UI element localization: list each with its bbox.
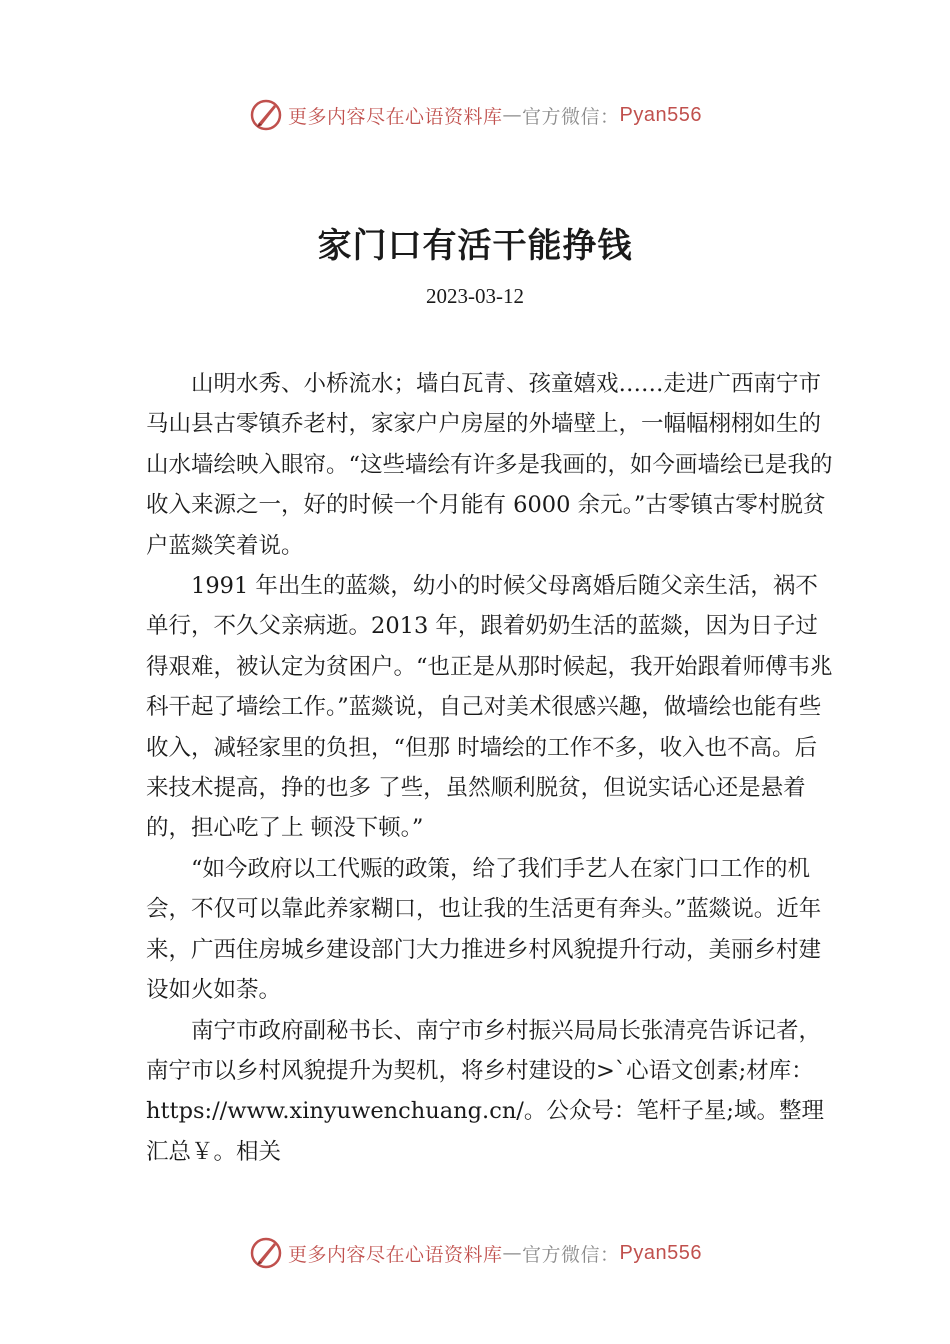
banner-separator: — [502, 1242, 523, 1264]
quill-logo-icon [248, 97, 284, 133]
paragraph-4: 南宁市政府副秘书长、南宁市乡村振兴局局长张清亮告诉记者，南宁市以乡村风貌提升为契机，将乡村建设的>`心语文创素;材库：https://www.xinyuwenchuang.cn/。公众号：笔杆子星;域。整理汇总￥。相关 [146, 1017, 824, 1165]
quill-logo-icon [248, 1235, 284, 1271]
footer-banner [0, 1233, 950, 1273]
wechat-label: 官方微信： [522, 105, 620, 128]
paragraph-3: “如今政府以工代赈的政策，给了我们手艺人在家门口工作的机会，不仅可以靠此养家糊口，也让我的生活更有奔头。”蓝燚说。近年来，广西住房城乡建设部门大力推进乡村风貌提升行动，美丽乡村建设如火如荼。 [146, 855, 822, 1004]
wechat-account: Pyan556 [619, 103, 702, 126]
article-date: 2023-03-12 [426, 284, 524, 308]
header-banner [0, 95, 950, 135]
library-name: 更多内容尽在心语资料库 [288, 1243, 503, 1266]
paragraph-2: 1991 年出生的蓝燚，幼小的时候父母离婚后随父亲生活，祸不单行，不久父亲病逝。2013 年，跟着奶奶生活的蓝燚，因为日子过得艰难，被认定为贫困户。“也正是从那时候起，我开始跟着师傅韦兆科干起了墙绘工作。”蓝燚说，自己对美术很感兴趣，做墙绘也能有些收入，减轻家里的负担，“但那 时墙绘的工作不多，收入也不高。后来技术提高，挣的也多 了些，虽然顺利脱贫，但说实话心还是悬着的，担心吃了上 顿没下顿。” [146, 573, 833, 842]
article-title: 家门口有活干能挣钱 [317, 226, 633, 266]
paragraph-1: 山明水秀、小桥流水；墙白瓦青、孩童嬉戏……走进广西南宁市马山县古零镇乔老村，家家户户房屋的外墙壁上，一幅幅栩栩如生的山水墙绘映入眼帘。“这些墙绘有许多是我画的，如今画墙绘已是我的收入来源之一，好的时候一个月能有 6000 余元。”古零镇古零村脱贫户蓝燚笑着说。 [146, 371, 833, 559]
wechat-account: Pyan556 [619, 1241, 702, 1264]
article-body [146, 364, 836, 1172]
banner-separator: — [502, 104, 523, 126]
wechat-label: 官方微信： [522, 1243, 620, 1266]
library-name: 更多内容尽在心语资料库 [288, 105, 503, 128]
